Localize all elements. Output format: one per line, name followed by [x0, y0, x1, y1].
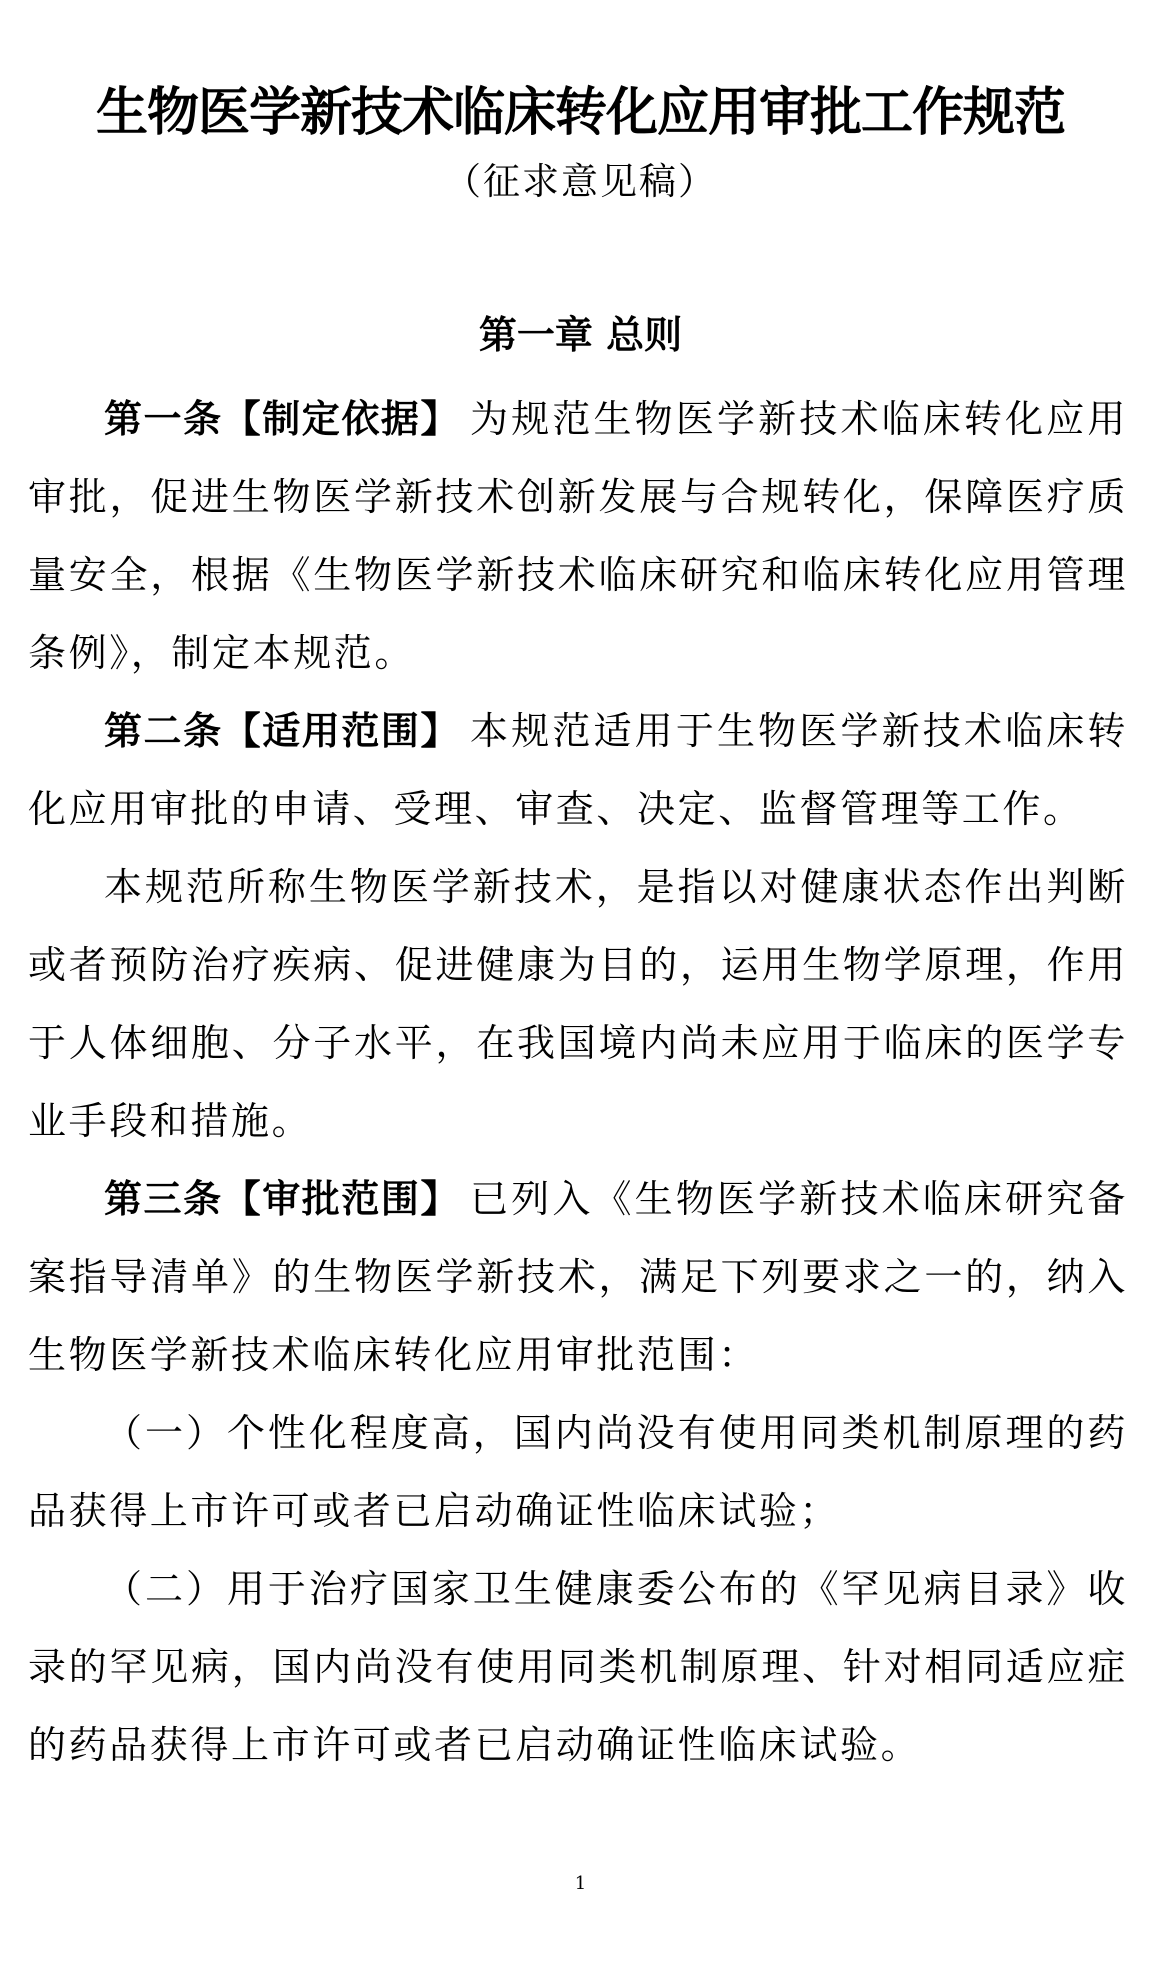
- page-number: 1: [574, 1873, 587, 1894]
- article-3-paragraph: [28, 1160, 1128, 1394]
- article-2-text: 本规范适用于生物医学新技术临床转化应用审批的申请、受理、审查、决定、监督管理等工作。: [28, 709, 1128, 831]
- article-2-label: 第二条【适用范围】: [104, 709, 461, 753]
- article-1-label: 第一条【制定依据】: [104, 397, 461, 441]
- article-1-paragraph: [28, 380, 1128, 692]
- article-1-text: 为规范生物医学新技术临床转化应用审批，促进生物医学新技术创新发展与合规转化，保障医疗质量安全，根据《生物医学新技术临床研究和临床转化应用管理条例》，制定本规范。: [28, 397, 1128, 675]
- article-3-item-1: [28, 1394, 1128, 1550]
- article-3-item-1-text: （一）个性化程度高，国内尚没有使用同类机制原理的药品获得上市许可或者已启动确证性临床试验；: [28, 1411, 1128, 1533]
- article-3-text: 已列入《生物医学新技术临床研究备案指导清单》的生物医学新技术，满足下列要求之一的，纳入生物医学新技术临床转化应用审批范围：: [28, 1177, 1128, 1377]
- article-3-item-2-text: （二）用于治疗国家卫生健康委公布的《罕见病目录》收录的罕见病，国内尚没有使用同类机制原理、针对相同适应症的药品获得上市许可或者已启动确证性临床试验。: [28, 1567, 1128, 1767]
- document-subtitle: （征求意见稿）: [444, 160, 717, 203]
- article-2-definition-text: 本规范所称生物医学新技术，是指以对健康状态作出判断或者预防治疗疾病、促进健康为目的，运用生物学原理，作用于人体细胞、分子水平，在我国境内尚未应用于临床的医学专业手段和措施。: [28, 865, 1128, 1143]
- article-3-label: 第三条【审批范围】: [104, 1177, 461, 1221]
- document-title: 生物医学新技术临床转化应用审批工作规范: [95, 83, 1065, 143]
- document-body: [28, 380, 1128, 1784]
- article-2-definition-paragraph: [28, 848, 1128, 1160]
- article-3-item-2: [28, 1550, 1128, 1784]
- article-2-paragraph: [28, 692, 1128, 848]
- chapter-heading: 第一章 总则: [478, 313, 683, 357]
